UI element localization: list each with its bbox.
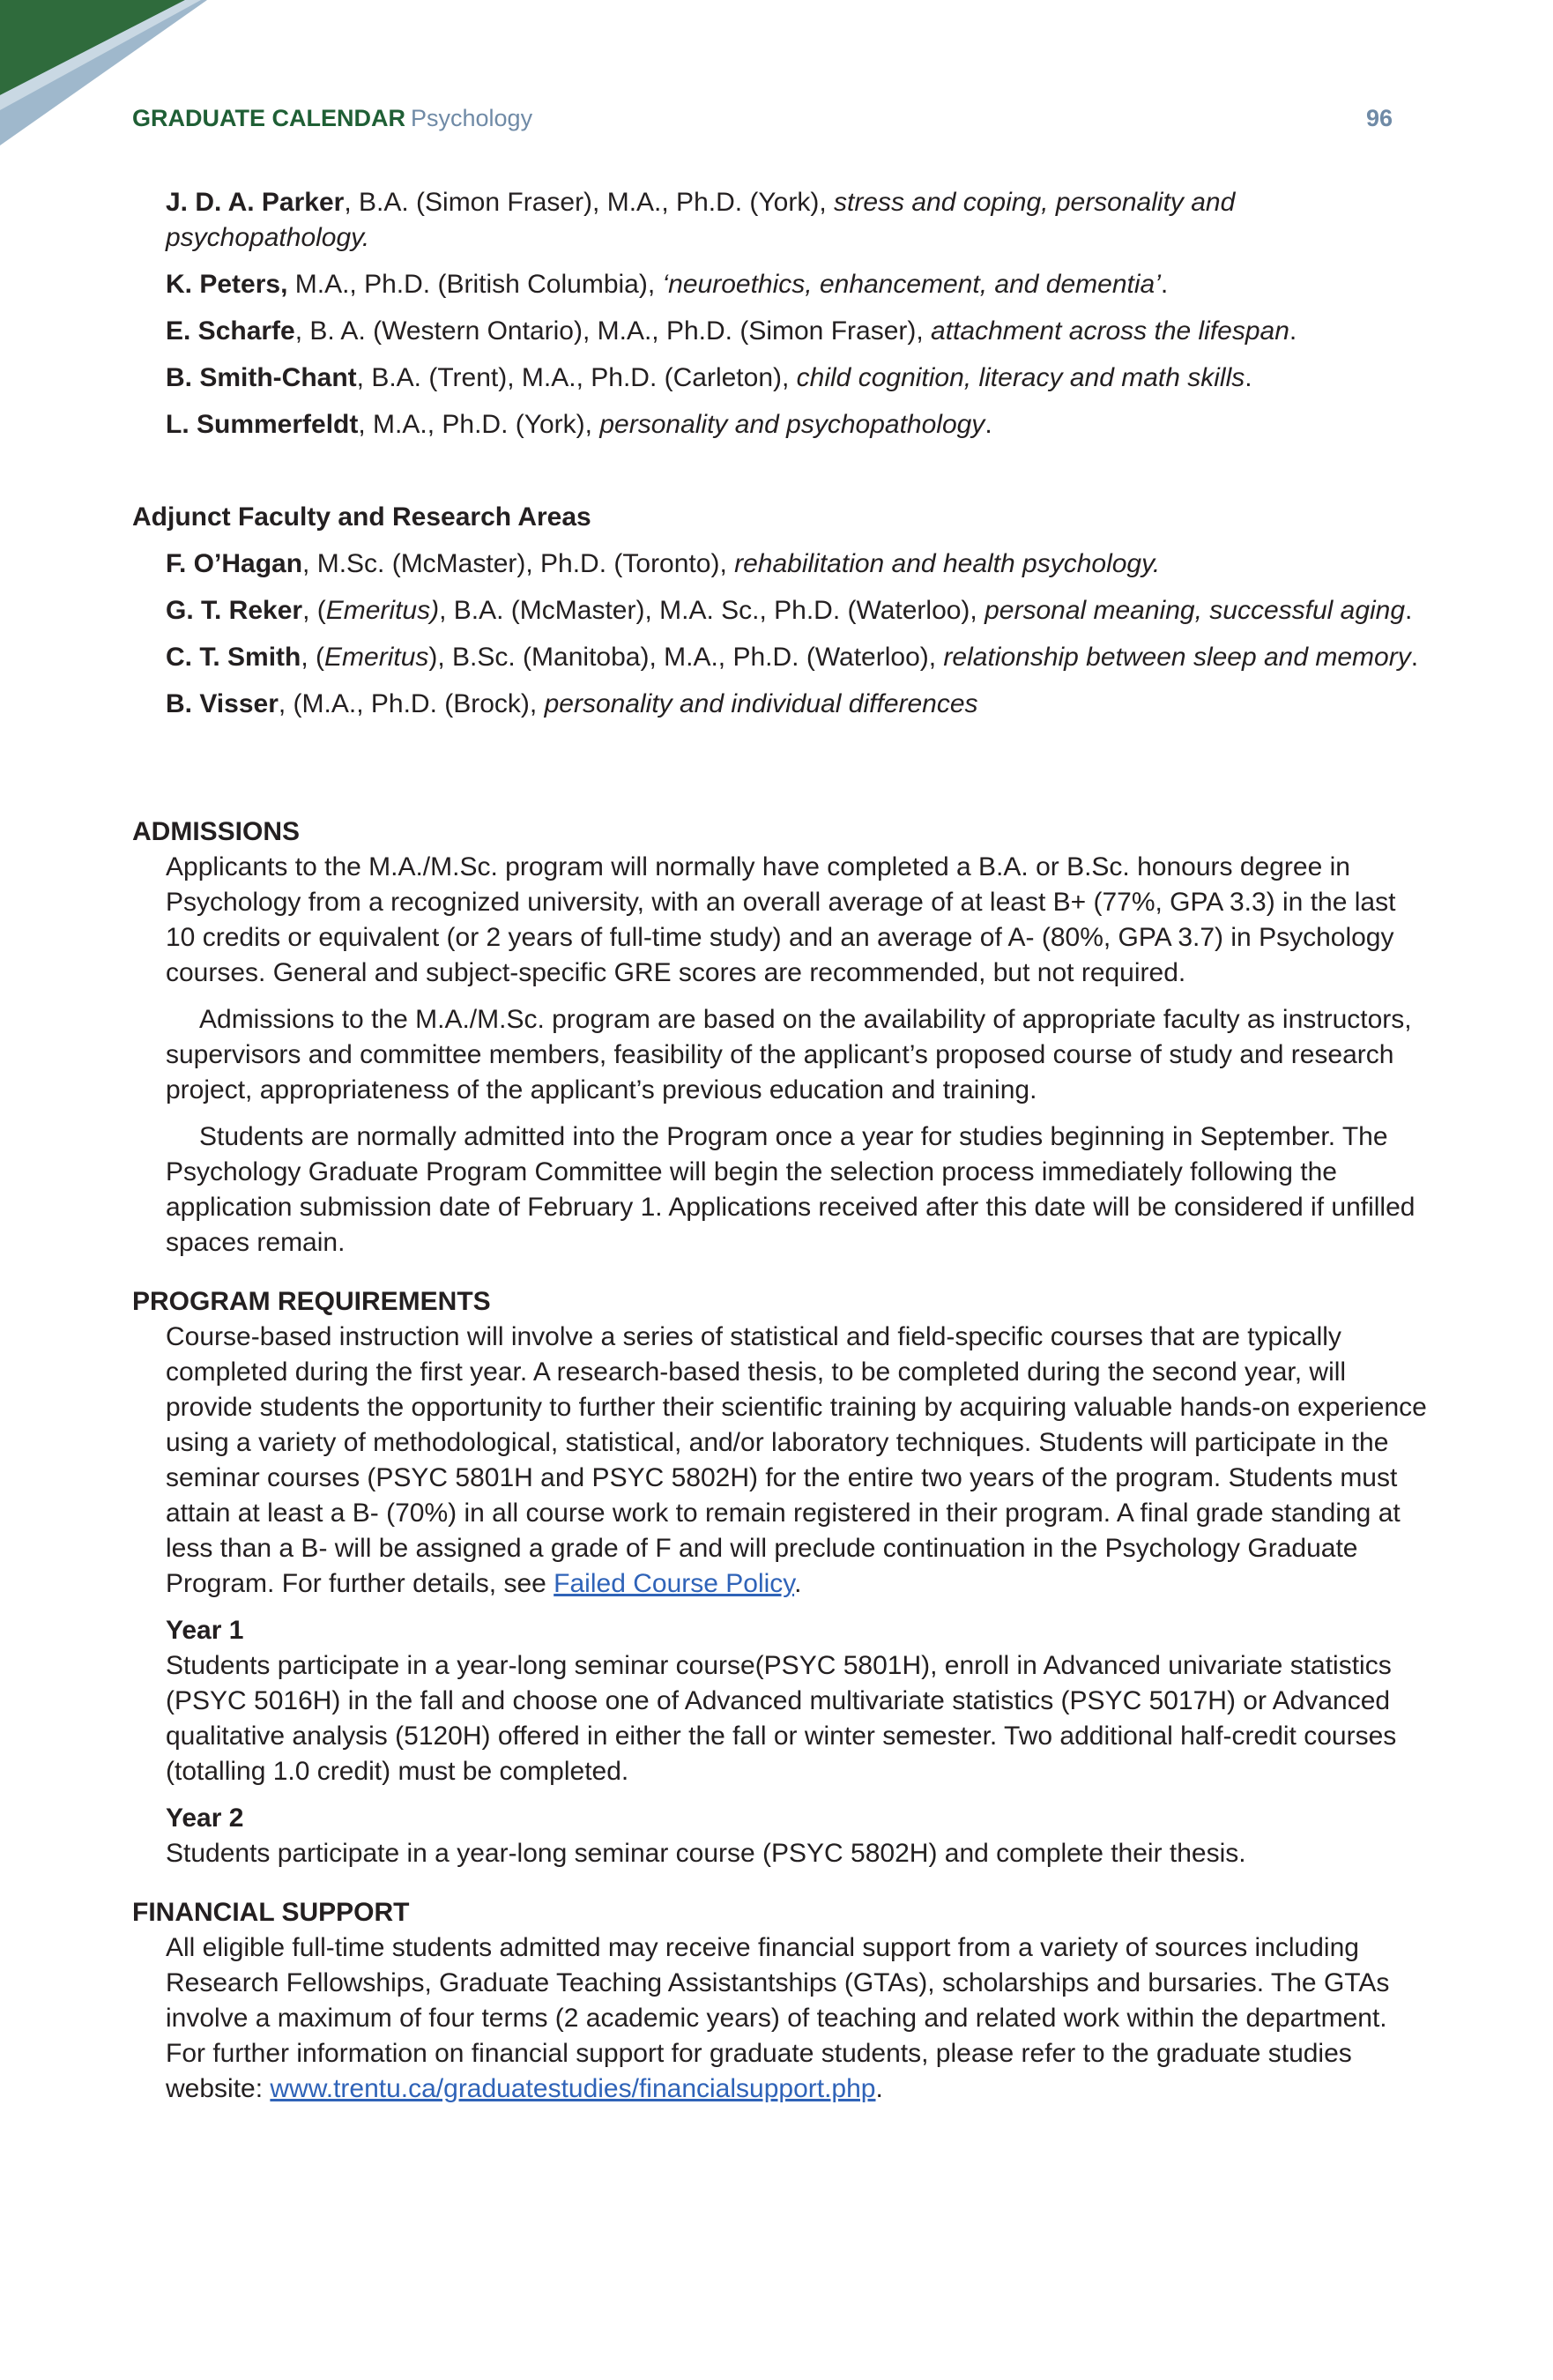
year2-title: Year 2 [166, 1804, 244, 1833]
faculty-degrees: B.A. (Simon Fraser), M.A., Ph.D. (York), [359, 188, 835, 217]
financial-support-link[interactable]: www.trentu.ca/graduatestudies/financialsupport.php [270, 2074, 876, 2103]
faculty-degrees: M.A., Ph.D. (British Columbia), [294, 270, 663, 299]
adjunct-degrees: , B.A. (McMaster), M.A. Sc., Ph.D. (Waterloo), [439, 596, 985, 625]
adjunct-entry [166, 640, 1428, 675]
year1-title: Year 1 [166, 1616, 244, 1645]
adjunct-emeritus: Emeritus) [325, 596, 440, 625]
faculty-end: . [1245, 363, 1252, 392]
faculty-entry [166, 314, 1428, 349]
faculty-list [132, 185, 1428, 443]
year1-text: Students participate in a year-long seminar course(PSYC 5801H), enroll in Advanced univariate statistics (PSYC 5016H) in the fall and choose one of Advanced multivariate statistics (PSYC 5017H) or Advanced qualitative analysis (5120H) offered in either the fall or winter semester. Two additional half-credit courses (totalling 1.0 credit) must be completed. [166, 1651, 1397, 1786]
faculty-end: . [1289, 316, 1297, 346]
faculty-end: . [985, 410, 992, 439]
adjunct-prefix: , ( [302, 596, 326, 625]
program-section [132, 1284, 1428, 1871]
financial-paragraph [166, 1930, 1428, 2107]
faculty-separator [287, 270, 294, 299]
adjunct-name: F. O’Hagan [166, 549, 303, 578]
faculty-separator: , [358, 410, 374, 439]
adjunct-degrees: , M.Sc. (McMaster), Ph.D. (Toronto), [302, 549, 735, 578]
adjunct-entry [166, 687, 1428, 722]
program-intro [166, 1320, 1428, 1602]
adjunct-name: C. T. Smith [166, 643, 301, 672]
adjunct-entry [166, 593, 1428, 628]
program-title: PROGRAM REQUIREMENTS [132, 1287, 491, 1316]
adjunct-research-area: relationship between sleep and memory [943, 643, 1411, 672]
adjunct-entry [166, 547, 1428, 582]
adjunct-research-area: personal meaning, successful aging [985, 596, 1406, 625]
header-subject: Psychology [411, 105, 533, 131]
adjunct-prefix: , ( [301, 643, 325, 672]
adjunct-research-area: personality and individual differences [544, 689, 978, 718]
faculty-name: E. Scharfe [166, 316, 295, 346]
adjunct-section [132, 500, 1428, 722]
faculty-degrees: B. A. (Western Ontario), M.A., Ph.D. (Simon Fraser), [309, 316, 932, 346]
faculty-degrees: B.A. (Trent), M.A., Ph.D. (Carleton), [371, 363, 797, 392]
program-intro-end: . [794, 1569, 802, 1598]
admissions-paragraph: Students are normally admitted into the Program once a year for studies beginning in September. The Psychology Graduate Program Committee will begin the selection process immediately following the application submission date of February 1. Applications received after this date will be considered if unfilled spaces remain. [166, 1122, 1416, 1257]
adjunct-research-area: rehabilitation and health psychology. [734, 549, 1161, 578]
adjunct-end: . [1405, 596, 1413, 625]
adjunct-degrees: , (M.A., Ph.D. (Brock), [278, 689, 545, 718]
adjunct-degrees: ), B.Sc. (Manitoba), M.A., Ph.D. (Waterloo), [428, 643, 944, 672]
financial-text-end: . [875, 2074, 883, 2103]
faculty-name: B. Smith-Chant [166, 363, 357, 392]
failed-course-policy-link[interactable]: Failed Course Policy [554, 1569, 795, 1598]
faculty-research-area: stress and coping, personality and psychopathology. [166, 188, 1236, 252]
adjunct-name: G. T. Reker [166, 596, 303, 625]
page-content [132, 185, 1428, 2118]
faculty-research-area: attachment across the lifespan [931, 316, 1289, 346]
faculty-degrees: M.A., Ph.D. (York), [373, 410, 600, 439]
admissions-section [132, 814, 1428, 1261]
faculty-end: . [1160, 270, 1169, 299]
faculty-name: L. Summerfeldt [166, 410, 359, 439]
faculty-research-area: child cognition, literacy and math skills [796, 363, 1245, 392]
faculty-research-area: personality and psychopathology [599, 410, 985, 439]
adjunct-end: . [1410, 643, 1419, 672]
page-number: 96 [1365, 105, 1393, 131]
faculty-entry [166, 185, 1428, 256]
faculty-entry [166, 407, 1428, 443]
faculty-entry [166, 267, 1428, 302]
admissions-paragraph: Applicants to the M.A./M.Sc. program will normally have completed a B.A. or B.Sc. honours degree in Psychology from a recognized university, with an overall average of at least B+ (77%, GPA 3.3) in the last 10 credits or equivalent (or 2 years of full-time study) and an average of A- (80%, GPA 3.7) in Psychology courses. General and subject-specific GRE scores are recommended, but not required. [166, 852, 1396, 987]
faculty-name: K. Peters, [166, 270, 288, 299]
adjunct-title: Adjunct Faculty and Research Areas [132, 502, 591, 532]
page-header [132, 100, 1393, 136]
admissions-title: ADMISSIONS [132, 817, 301, 846]
year2-text: Students participate in a year-long seminar course (PSYC 5802H) and complete their thesis. [166, 1839, 1246, 1868]
admissions-paragraph: Admissions to the M.A./M.Sc. program are based on the availability of appropriate faculty as instructors, supervisors and committee members, feasibility of the applicant’s proposed course of study and research project, appropriateness of the applicant’s previous education and training. [166, 1005, 1412, 1104]
faculty-separator: , [294, 316, 310, 346]
faculty-separator: , [356, 363, 372, 392]
faculty-entry [166, 361, 1428, 396]
financial-text: All eligible full-time students admitted may receive financial support from a variety of sources including Research Fellowships, Graduate Teaching Assistantships (GTAs), scholarships and bursaries. The GTAs involve a maximum of four terms (2 academic years) of teaching and related work within the department. For further information on financial support for graduate students, please refer to the graduate studies website: [166, 1933, 1390, 2103]
faculty-name: J. D. A. Parker [166, 188, 345, 217]
adjunct-name: B. Visser [166, 689, 279, 718]
faculty-research-area: ‘neuroethics, enhancement, and dementia’ [662, 270, 1161, 299]
financial-title: FINANCIAL SUPPORT [132, 1898, 410, 1927]
adjunct-emeritus: Emeritus [324, 643, 429, 672]
program-intro-text: Course-based instruction will involve a series of statistical and field-specific courses that are typically completed during the first year. A research-based thesis, to be completed during the second year, will provide students the opportunity to further their scientific training by acquiring valuable hands-on experience using a variety of methodological, statistical, and/or laboratory techniques. Students will participate in the seminar courses (PSYC 5801H and PSYC 5802H) for the entire two years of the program. Students must attain at least a B- (70%) in all course work to remain registered in their program. A final grade standing at less than a B- will be assigned a grade of F and will preclude continuation in the Psychology Graduate Program. For further details, see [166, 1322, 1427, 1598]
financial-section [132, 1895, 1428, 2107]
header-calendar-title: GRADUATE CALENDAR [132, 105, 405, 131]
faculty-separator: , [344, 188, 359, 217]
